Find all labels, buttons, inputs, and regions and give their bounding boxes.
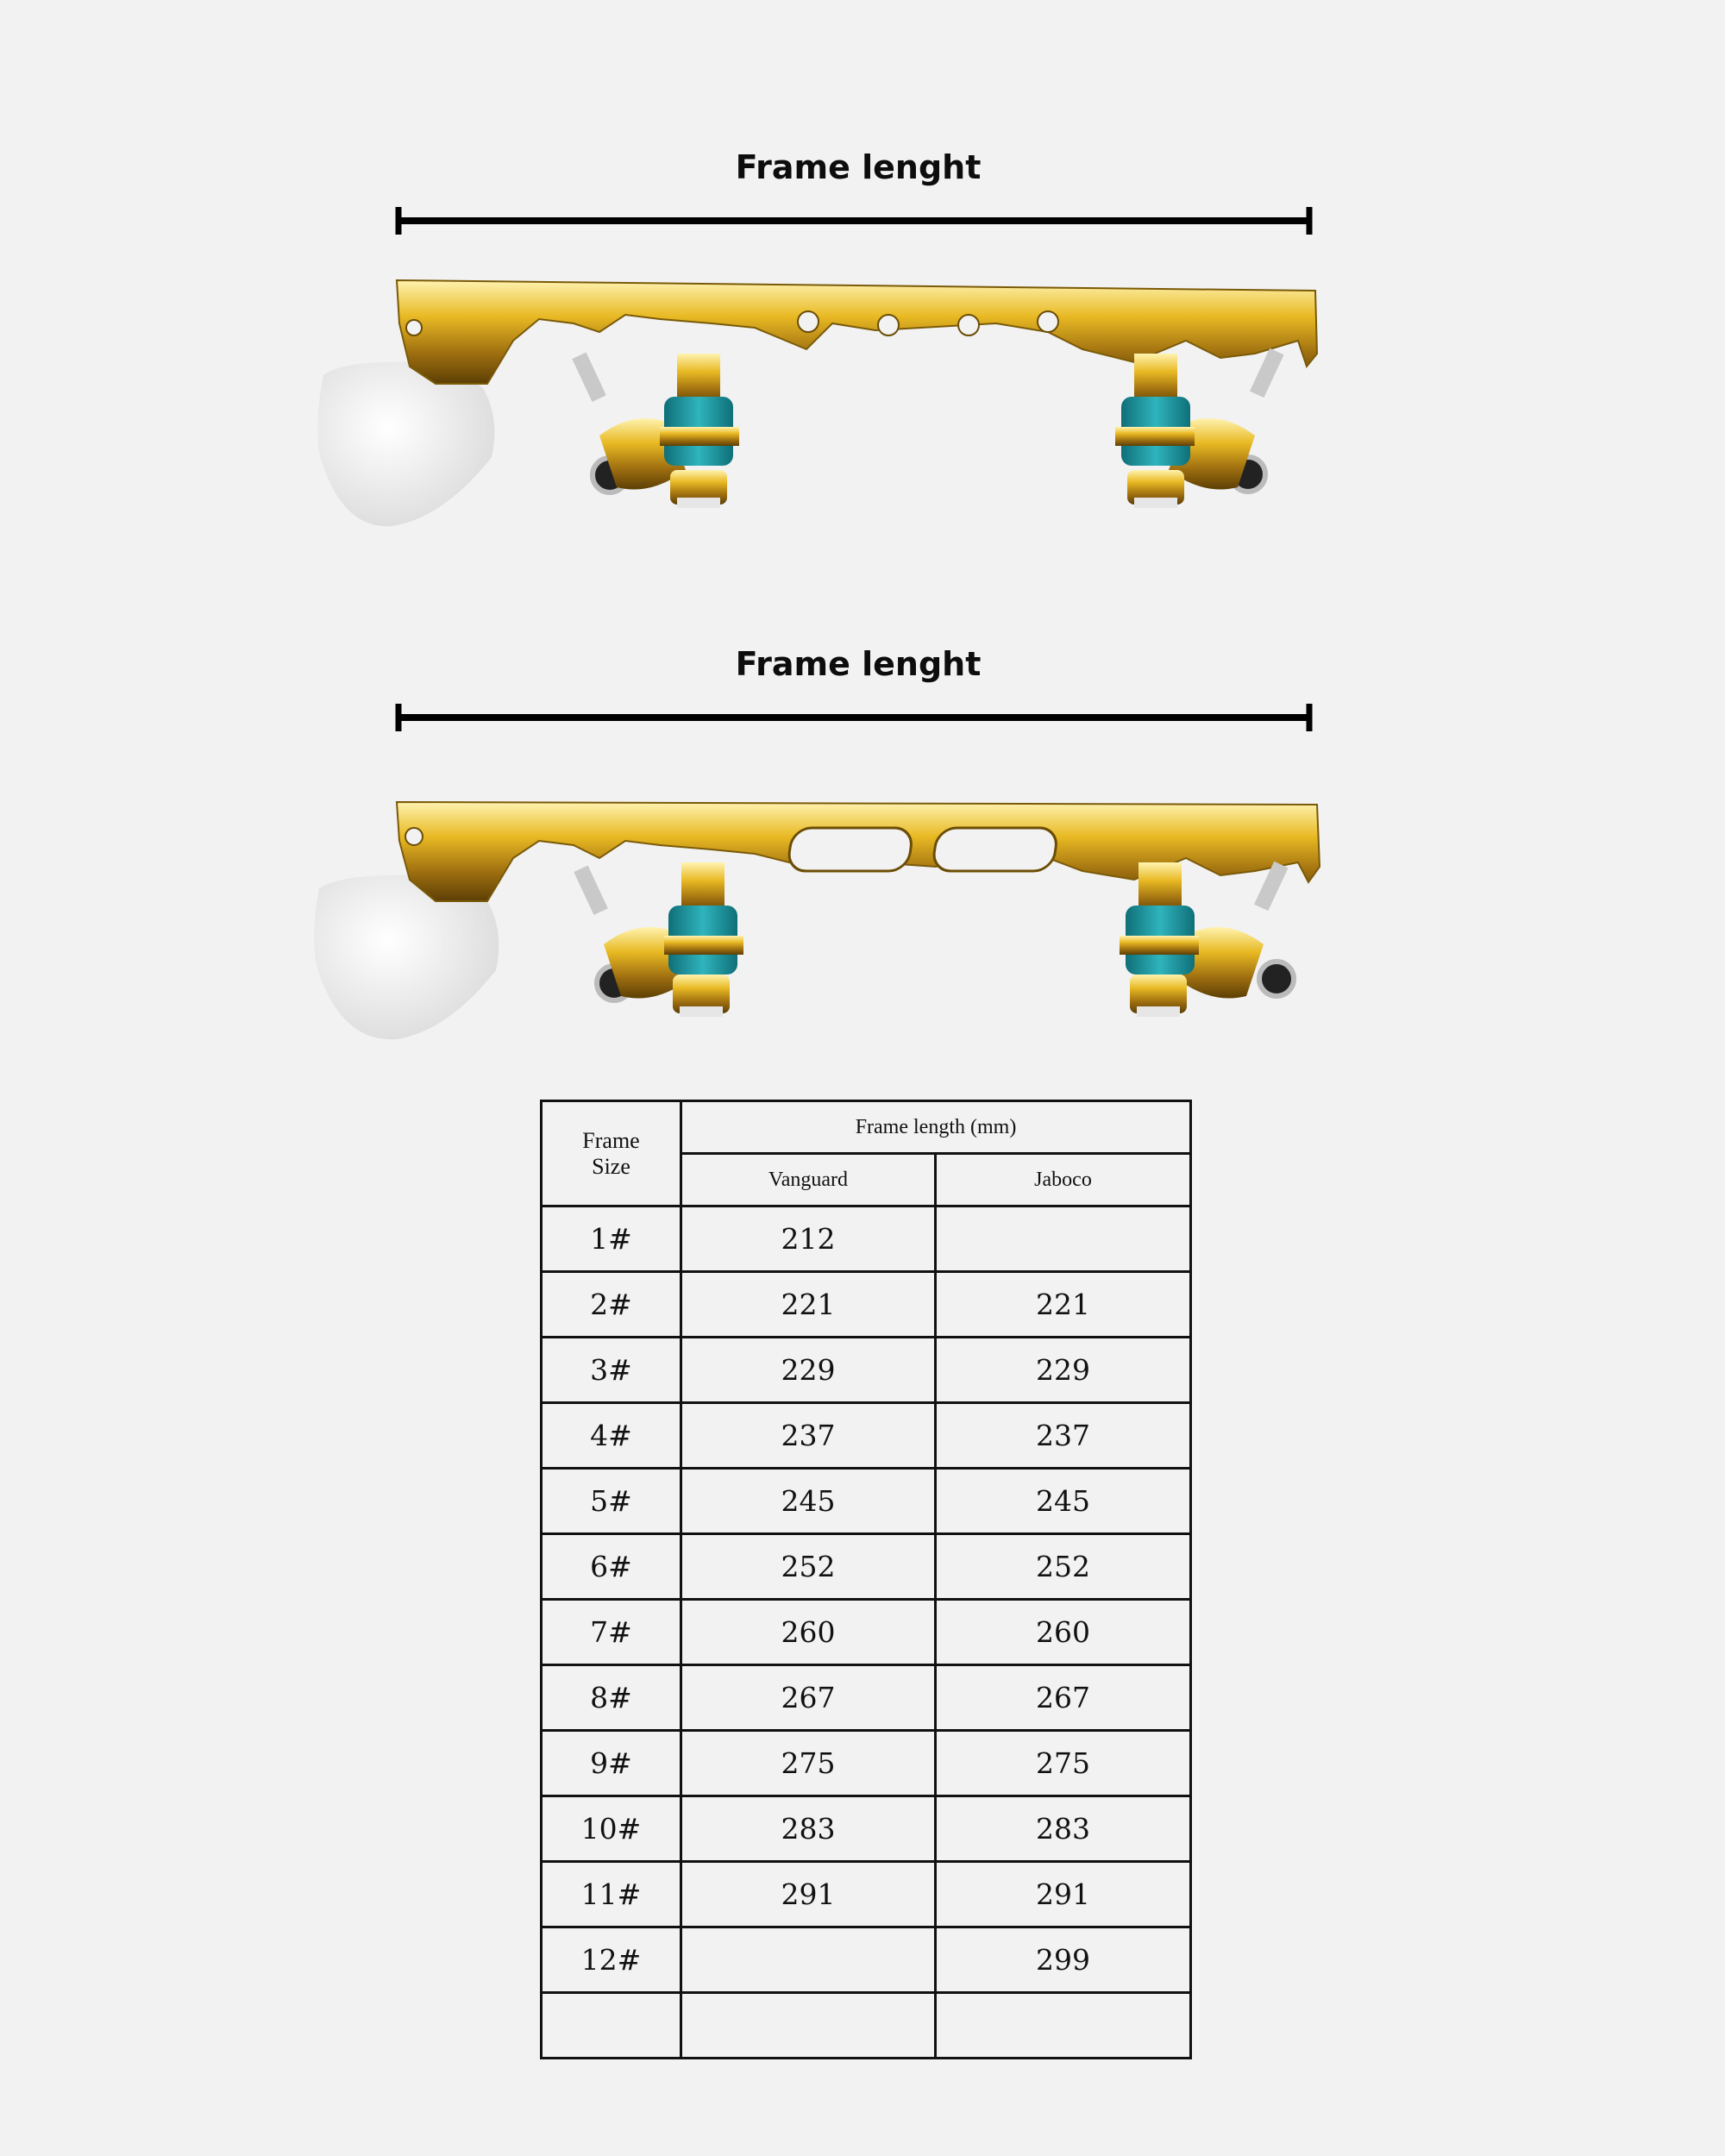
table-row [542, 1469, 1191, 1534]
table-row [542, 1272, 1191, 1338]
table-row [542, 1338, 1191, 1403]
jaboco-cell: 275 [936, 1731, 1191, 1796]
jaboco-cell: 283 [936, 1796, 1191, 1862]
frame-length-title-top: Frame lenght [735, 148, 982, 186]
skate-plate-slot-holes [306, 780, 1333, 1065]
vanguard-cell: 283 [681, 1796, 936, 1862]
vanguard-cell: 267 [681, 1665, 936, 1731]
rear-truck [572, 353, 739, 508]
jaboco-cell: 299 [936, 1927, 1191, 1993]
jaboco-cell: 229 [936, 1338, 1191, 1403]
size-cell: 12# [542, 1927, 681, 1993]
jaboco-cell [936, 1993, 1191, 2059]
plate-body [397, 280, 1317, 384]
jaboco-cell: 237 [936, 1403, 1191, 1469]
dimension-line-bottom [395, 700, 1313, 735]
size-cell: 7# [542, 1600, 681, 1665]
table-row [542, 1796, 1191, 1862]
jaboco-cell: 291 [936, 1862, 1191, 1927]
table-row [542, 1993, 1191, 2059]
vanguard-cell: 229 [681, 1338, 936, 1403]
front-truck [1115, 348, 1284, 508]
jaboco-cell [936, 1206, 1191, 1272]
jaboco-cell: 260 [936, 1600, 1191, 1665]
vanguard-cell [681, 1927, 936, 1993]
size-cell: 4# [542, 1403, 681, 1469]
vanguard-cell: 260 [681, 1600, 936, 1665]
frame-length-group-header: Frame length (mm) [681, 1101, 1191, 1154]
table-row [542, 1731, 1191, 1796]
frame-length-title-bottom: Frame lenght [735, 645, 982, 683]
jaboco-cell: 252 [936, 1534, 1191, 1600]
size-cell: 3# [542, 1338, 681, 1403]
size-cell: 9# [542, 1731, 681, 1796]
frame-size-table [540, 1100, 1192, 2059]
vanguard-cell: 221 [681, 1272, 936, 1338]
vanguard-cell [681, 1993, 936, 2059]
vanguard-cell: 245 [681, 1469, 936, 1534]
table-row [542, 1927, 1191, 1993]
size-cell: 5# [542, 1469, 681, 1534]
vanguard-cell: 212 [681, 1206, 936, 1272]
table-row [542, 1600, 1191, 1665]
dimension-line-top [395, 204, 1313, 238]
table-row [542, 1665, 1191, 1731]
jaboco-cell: 221 [936, 1272, 1191, 1338]
frame-size-header [542, 1101, 681, 1206]
frame-size-header-text: Frame Size [582, 1127, 640, 1179]
vanguard-cell: 275 [681, 1731, 936, 1796]
vanguard-cell: 237 [681, 1403, 936, 1469]
size-cell: 2# [542, 1272, 681, 1338]
table-row [542, 1534, 1191, 1600]
jaboco-cell: 245 [936, 1469, 1191, 1534]
table-row [542, 1862, 1191, 1927]
vanguard-cell: 291 [681, 1862, 936, 1927]
front-truck [1120, 862, 1294, 1017]
vanguard-cell: 252 [681, 1534, 936, 1600]
size-cell: 10# [542, 1796, 681, 1862]
table-row [542, 1206, 1191, 1272]
jaboco-cell: 267 [936, 1665, 1191, 1731]
size-cell: 1# [542, 1206, 681, 1272]
rear-truck [574, 862, 743, 1017]
table-row [542, 1403, 1191, 1469]
size-cell: 11# [542, 1862, 681, 1927]
skate-plate-round-holes [306, 272, 1333, 556]
jaboco-column-header: Jaboco [936, 1154, 1191, 1206]
size-cell: 8# [542, 1665, 681, 1731]
vanguard-column-header: Vanguard [681, 1154, 936, 1206]
size-cell [542, 1993, 681, 2059]
size-cell: 6# [542, 1534, 681, 1600]
